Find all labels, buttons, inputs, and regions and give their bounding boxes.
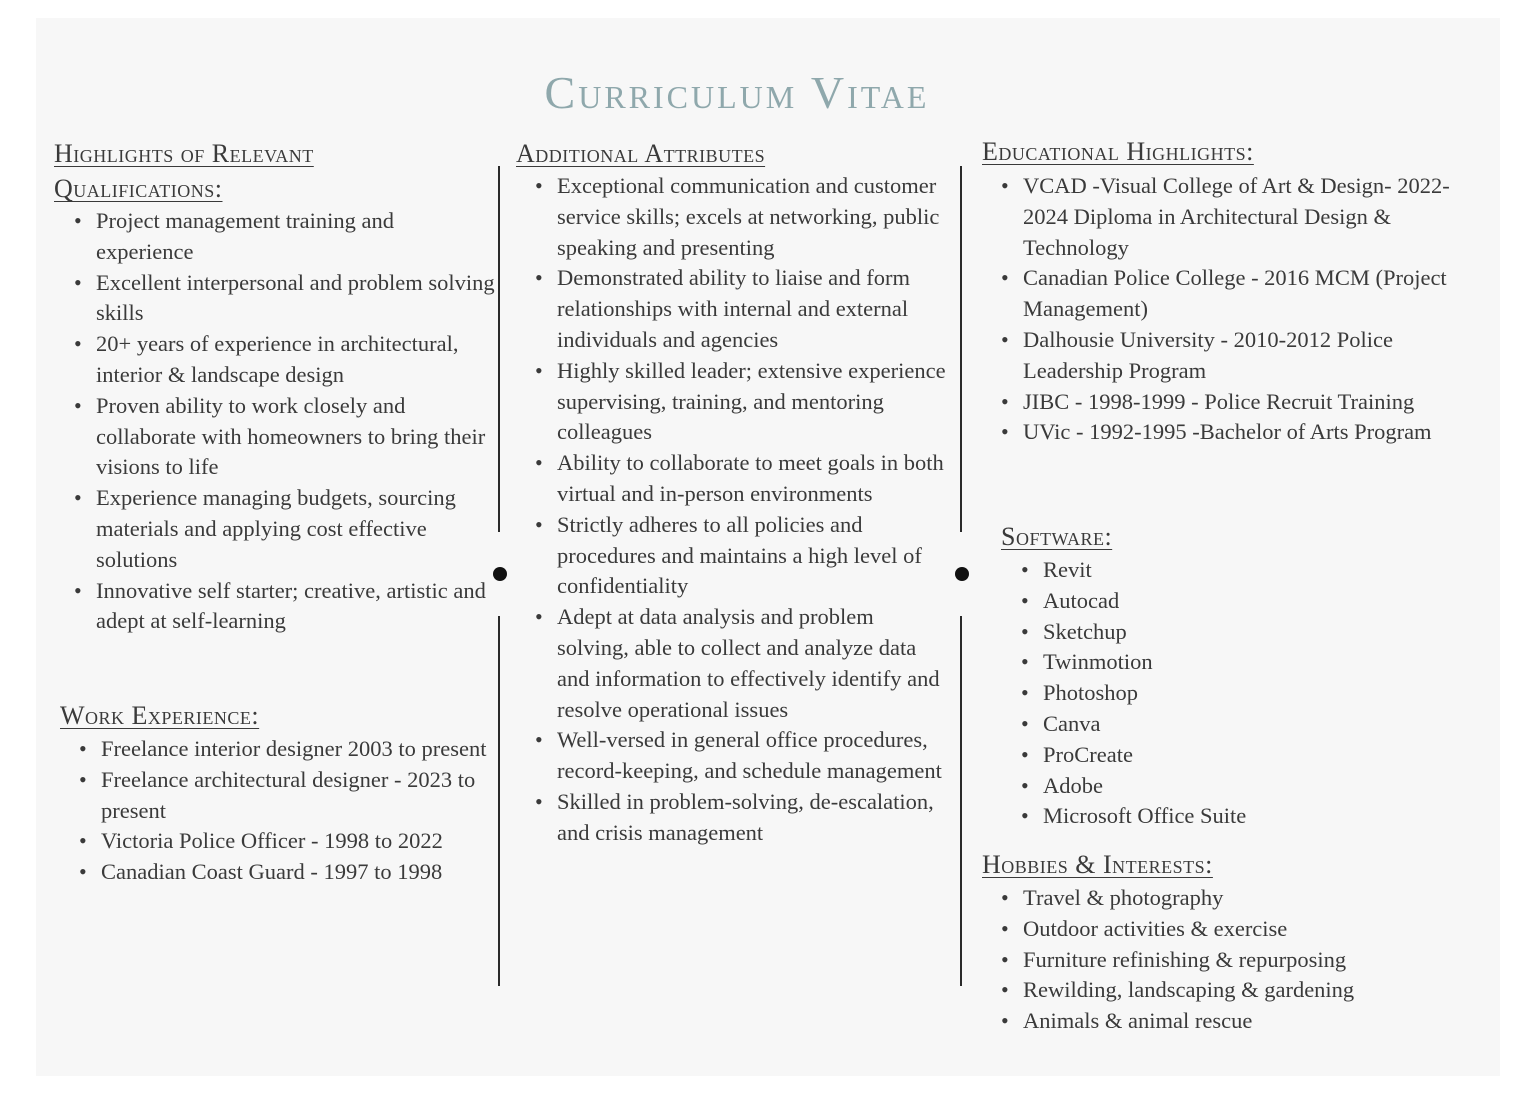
list-item: • Adept at data analysis and problem solving, able to collect and analyze data and information to effectively identify and resolve operational issues — [557, 602, 947, 725]
list-item: • Autocad — [1043, 586, 1423, 617]
qualifications-list — [96, 206, 496, 637]
cv-page — [36, 18, 1500, 1076]
list-item: • Outdoor activities & exercise — [1023, 914, 1453, 945]
list-item: • ProCreate — [1043, 740, 1423, 771]
page-title: Curriculum Vitae — [544, 67, 930, 118]
divider-dot-left — [493, 567, 507, 581]
list-item: • Revit — [1043, 555, 1423, 586]
column-divider-right-top — [960, 166, 962, 532]
list-item: • Travel & photography — [1023, 883, 1453, 914]
list-item: • Canadian Coast Guard - 1997 to 1998 — [101, 857, 501, 888]
list-item: • JIBC - 1998-1999 - Police Recruit Training — [1023, 387, 1453, 418]
education-heading: Educational Highlights: — [982, 137, 1254, 166]
list-item: • Well-versed in general office procedures, record-keeping, and schedule management — [557, 725, 947, 787]
list-item: • VCAD -Visual College of Art & Design- 2022-2024 Diploma in Architectural Design & Technology — [1023, 171, 1453, 263]
list-item: • Animals & animal rescue — [1023, 1006, 1453, 1037]
work-list — [101, 734, 501, 888]
list-item: • Canva — [1043, 709, 1423, 740]
list-item: • Victoria Police Officer - 1998 to 2022 — [101, 826, 501, 857]
list-item: • Excellent interpersonal and problem solving skills — [96, 268, 496, 330]
software-heading: Software: — [1001, 522, 1113, 551]
list-item: • Highly skilled leader; extensive experience supervising, training, and mentoring colleagues — [557, 356, 947, 448]
attributes-list — [557, 171, 947, 849]
divider-dot-right — [955, 567, 969, 581]
list-item: • Exceptional communication and customer service skills; excels at networking, public speaking and presenting — [557, 171, 947, 263]
qualifications-heading — [54, 136, 474, 206]
list-item: • Twinmotion — [1043, 647, 1423, 678]
column-divider-right-bottom — [960, 616, 962, 986]
hobbies-heading: Hobbies & Interests: — [982, 850, 1213, 879]
list-item: • Freelance architectural designer - 2023 to present — [101, 765, 501, 827]
list-item: • Photoshop — [1043, 678, 1423, 709]
list-item: • Sketchup — [1043, 617, 1423, 648]
list-item: • Furniture refinishing & repurposing — [1023, 945, 1453, 976]
work-heading: Work Experience: — [60, 701, 260, 730]
list-item: • Adobe — [1043, 771, 1423, 802]
list-item: • Rewilding, landscaping & gardening — [1023, 975, 1453, 1006]
list-item: • Innovative self starter; creative, artistic and adept at self-learning — [96, 576, 496, 638]
list-item: • UVic - 1992-1995 -Bachelor of Arts Program — [1023, 417, 1453, 448]
list-item: • Ability to collaborate to meet goals in both virtual and in-person environments — [557, 448, 947, 510]
list-item: • Proven ability to work closely and collaborate with homeowners to bring their visions to life — [96, 391, 496, 483]
hobbies-list — [1023, 883, 1453, 1037]
column-divider-left-top — [498, 166, 500, 532]
list-item: • Microsoft Office Suite — [1043, 801, 1423, 832]
attributes-heading: Additional Attributes — [516, 139, 766, 168]
qualifications-heading-line2: Qualifications: — [54, 174, 223, 203]
list-item: • Skilled in problem-solving, de-escalation, and crisis management — [557, 787, 947, 849]
list-item: • Demonstrated ability to liaise and form relationships with internal and external individuals and agencies — [557, 263, 947, 355]
list-item: • Project management training and experience — [96, 206, 496, 268]
list-item: • Experience managing budgets, sourcing materials and applying cost effective solutions — [96, 483, 496, 575]
qualifications-heading-line1: Highlights of Relevant — [54, 139, 314, 168]
education-list — [1023, 171, 1453, 448]
list-item: • Canadian Police College - 2016 MCM (Project Management) — [1023, 263, 1453, 325]
list-item: • 20+ years of experience in architectural, interior & landscape design — [96, 329, 496, 391]
software-list — [1043, 555, 1423, 832]
list-item: • Freelance interior designer 2003 to present — [101, 734, 501, 765]
list-item: • Dalhousie University - 2010-2012 Police Leadership Program — [1023, 325, 1453, 387]
column-divider-left-bottom — [498, 616, 500, 986]
list-item: • Strictly adheres to all policies and procedures and maintains a high level of confidentiality — [557, 510, 947, 602]
